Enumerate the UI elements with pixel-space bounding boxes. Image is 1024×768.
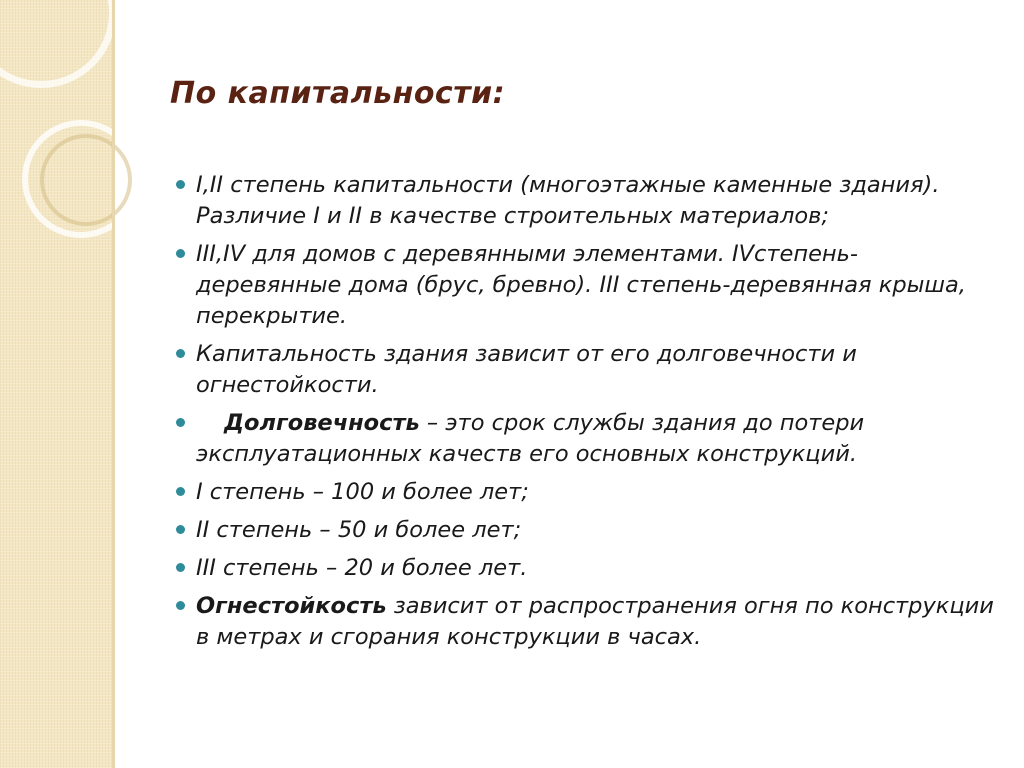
item-text: Капитальность здания зависит от его долговечности и огнестойкости. xyxy=(196,341,857,398)
list-item xyxy=(176,553,996,584)
bullet-list xyxy=(176,170,996,660)
list-item xyxy=(176,239,996,332)
bullet-dot-icon xyxy=(176,249,185,258)
item-text: – это срок службы здания до потери эксплуатационных качеств его основных конструкций. xyxy=(196,410,865,467)
item-text: III степень – 20 и более лет. xyxy=(196,555,528,581)
list-item xyxy=(176,339,996,401)
decorative-ring-inner xyxy=(40,134,132,226)
bullet-dot-icon xyxy=(176,563,185,572)
bullet-dot-icon xyxy=(176,525,185,534)
band-edge-divider xyxy=(112,0,115,768)
item-text: II степень – 50 и более лет; xyxy=(196,517,522,543)
list-item xyxy=(176,408,996,470)
bullet-dot-icon xyxy=(176,349,185,358)
item-text: I степень – 100 и более лет; xyxy=(196,479,529,505)
list-item xyxy=(176,477,996,508)
bullet-dot-icon xyxy=(176,418,185,427)
bullet-dot-icon xyxy=(176,180,185,189)
list-item xyxy=(176,170,996,232)
list-item xyxy=(176,515,996,546)
bullet-dot-icon xyxy=(176,601,185,610)
decorative-side-band xyxy=(0,0,112,768)
item-text: зависит от распространения огня по конструкции в метрах и сгорания конструкции в часах. xyxy=(196,593,994,650)
item-text: I,II степень капитальности (многоэтажные каменные здания). Различие I и II в качестве строительных материалов; xyxy=(196,172,940,229)
item-term-fire-resistance: Огнестойкость xyxy=(196,593,387,619)
item-term-durability: Долговечность xyxy=(224,410,420,436)
bullet-dot-icon xyxy=(176,487,185,496)
list-item xyxy=(176,591,996,653)
item-text: III,IV для домов с деревянными элементами. IVстепень-деревянные дома (брус, бревно). III степень-деревянная крыша, перекрытие. xyxy=(196,241,966,329)
decorative-ring-top xyxy=(0,0,116,88)
slide-title: По капитальности: xyxy=(170,76,506,111)
